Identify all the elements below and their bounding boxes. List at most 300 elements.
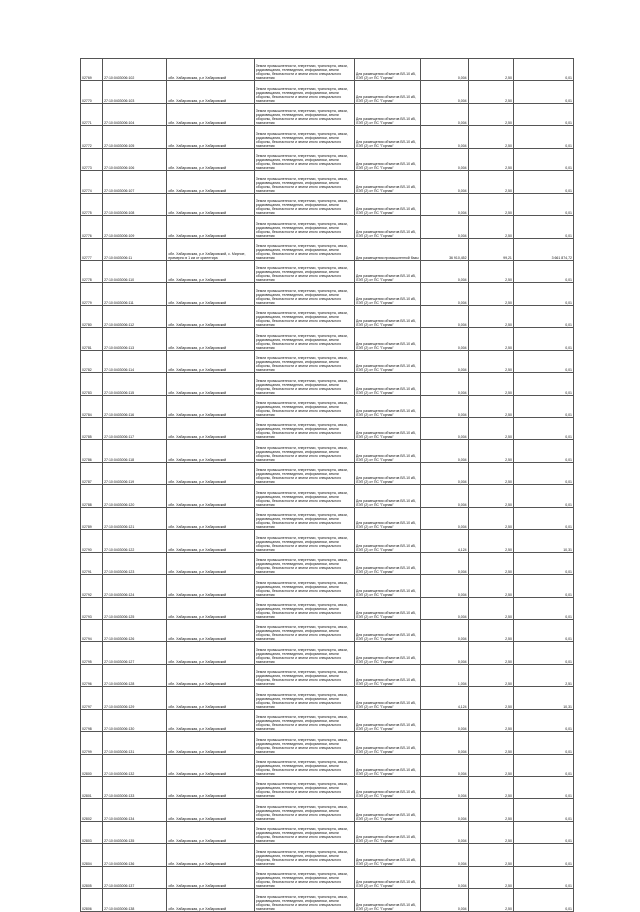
- cadastral-value: 0,01: [565, 816, 572, 821]
- row-number-cell: [81, 485, 103, 507]
- unit-price-cell: [468, 507, 513, 529]
- cadastral-value-cell: [513, 462, 573, 484]
- land-category-cell: [254, 126, 354, 148]
- row-number: 02774: [82, 188, 92, 193]
- land-category: Земли промышленности, энергетики, транспорта, связи, радиовещания, телевидения, информатики, земли обороны, безопасности и земли иного специального назначения: [255, 849, 348, 866]
- area: 0,004: [457, 166, 467, 171]
- cadastral-value: 0,01: [565, 906, 572, 911]
- cadastral-number: 27:10:0403006:138: [104, 906, 135, 911]
- cadastral-number: 27:10:0403006:102: [104, 76, 135, 81]
- cadastral-value-cell: [513, 732, 573, 754]
- land-category-cell: [254, 350, 354, 372]
- land-category: Земли промышленности, энергетики, транспорта, связи, радиовещания, телевидения, информатики, земли обороны, безопасности и земли иного специального назначения: [255, 468, 348, 485]
- cadastral-number-cell: [103, 575, 167, 597]
- land-category-cell: [254, 821, 354, 843]
- cadastral-value: 10,31: [563, 704, 572, 709]
- unit-price-cell: [468, 664, 513, 686]
- cadastral-value-cell: [513, 821, 573, 843]
- unit-price: 99,21: [503, 255, 512, 260]
- permitted-use-cell: [354, 866, 420, 888]
- unit-price-cell: [468, 440, 513, 462]
- table-row: [81, 305, 574, 327]
- unit-price: 2,50: [505, 345, 512, 350]
- cadastral-value: 0,01: [565, 121, 572, 126]
- cadastral-value: 0,01: [565, 300, 572, 305]
- address: обл. Хабаровская, р-н Хабаровский: [168, 211, 227, 216]
- unit-price-cell: [468, 754, 513, 776]
- table-row: [81, 799, 574, 821]
- permitted-use: Для размещения объектов ВЛ-10 кВ, ЛЭП (2) от ПС "Горная": [355, 835, 416, 844]
- row-number-cell: [81, 260, 103, 282]
- permitted-use: Для размещения объектов ВЛ-10 кВ, ЛЭП (2) от ПС "Горная": [355, 274, 416, 283]
- permitted-use: Для размещения объектов ВЛ-10 кВ, ЛЭП (2) от ПС "Горная": [355, 655, 416, 664]
- area-cell: [421, 328, 468, 350]
- address: обл. Хабаровская, р-н Хабаровский: [168, 300, 227, 305]
- cadastral-value: 0,01: [565, 188, 572, 193]
- cadastral-value-cell: [513, 799, 573, 821]
- address: обл. Хабаровская, р-н Хабаровский: [168, 121, 227, 126]
- land-category-cell: [254, 283, 354, 305]
- address: обл. Хабаровская, р-н Хабаровский: [168, 772, 227, 776]
- row-number: 02769: [82, 76, 92, 81]
- unit-price: 2,50: [505, 637, 512, 642]
- cadastral-number-cell: [103, 260, 167, 282]
- land-category-cell: [254, 148, 354, 170]
- unit-price-cell: [468, 485, 513, 507]
- area: 0,004: [457, 772, 467, 776]
- address-cell: [167, 148, 254, 170]
- table-row: [81, 664, 574, 686]
- land-category: Земли промышленности, энергетики, транспорта, связи, радиовещания, телевидения, информатики, земли обороны, безопасности и земли иного специального назначения: [255, 872, 348, 889]
- table-row: [81, 395, 574, 417]
- cadastral-number: 27:10:0403006:136: [104, 861, 135, 866]
- permitted-use: Для размещения объектов ВЛ-10 кВ, ЛЭП (2) от ПС "Горная": [355, 521, 416, 530]
- address-cell: [167, 732, 254, 754]
- cadastral-value: 0,01: [565, 76, 572, 81]
- cadastral-number-cell: [103, 283, 167, 305]
- address-cell: [167, 328, 254, 350]
- area-cell: [421, 664, 468, 686]
- land-category: Земли промышленности, энергетики, транспорта, связи, радиовещания, телевидения, информатики, земли обороны, безопасности и земли иного специального назначения: [255, 602, 348, 619]
- cadastral-value-cell: [513, 171, 573, 193]
- unit-price: 2,50: [505, 884, 512, 889]
- cadastral-number-cell: [103, 619, 167, 641]
- cadastral-value: 10,31: [563, 547, 572, 552]
- cadastral-number: 27:10:0403006:119: [104, 480, 135, 485]
- unit-price: 2,50: [505, 547, 512, 552]
- unit-price: 2,50: [505, 390, 512, 395]
- area-cell: [421, 530, 468, 552]
- address: обл. Хабаровская, р-н Хабаровский: [168, 188, 227, 193]
- cadastral-number: 27:10:0403006:103: [104, 98, 135, 103]
- unit-price-cell: [468, 889, 513, 911]
- table-row: [81, 619, 574, 641]
- address-cell: [167, 844, 254, 866]
- row-number: 02780: [82, 323, 92, 328]
- permitted-use: Для размещения объектов ВЛ-10 кВ, ЛЭП (2) от ПС "Горная": [355, 566, 416, 575]
- address-cell: [167, 530, 254, 552]
- land-category-cell: [254, 81, 354, 103]
- area-cell: [421, 709, 468, 731]
- address-cell: [167, 238, 254, 260]
- row-number-cell: [81, 462, 103, 484]
- row-number: 02784: [82, 413, 92, 417]
- land-category-cell: [254, 709, 354, 731]
- permitted-use-cell: [354, 754, 420, 776]
- area-cell: [421, 642, 468, 664]
- land-category-cell: [254, 305, 354, 327]
- permitted-use: Для размещения объектов ВЛ-10 кВ, ЛЭП (2) от ПС "Горная": [355, 678, 416, 687]
- unit-price: 2,50: [505, 323, 512, 328]
- permitted-use-cell: [354, 597, 420, 619]
- cadastral-value-cell: [513, 238, 573, 260]
- cadastral-number-cell: [103, 350, 167, 372]
- land-category: Земли промышленности, энергетики, транспорта, связи, радиовещания, телевидения, информатики, земли обороны, безопасности и земли иного специального назначения: [255, 176, 348, 193]
- address: обл. Хабаровская, р-н Хабаровский: [168, 502, 227, 507]
- cadastral-value-cell: [513, 642, 573, 664]
- address-cell: [167, 350, 254, 372]
- row-number-cell: [81, 821, 103, 843]
- row-number-cell: [81, 418, 103, 440]
- permitted-use-cell: [354, 171, 420, 193]
- area: 0,004: [457, 816, 467, 821]
- cadastral-number-cell: [103, 103, 167, 125]
- address: обл. Хабаровская, р-н Хабаровский: [168, 816, 227, 821]
- land-category: Земли промышленности, энергетики, транспорта, связи, радиовещания, телевидения, информатики, земли обороны, безопасности и земли иного специального назначения: [255, 490, 348, 507]
- cadastral-number: 27:10:0403006:131: [104, 749, 135, 754]
- address-cell: [167, 777, 254, 799]
- unit-price: 2,50: [505, 727, 512, 732]
- table-row: [81, 238, 574, 260]
- land-category-cell: [254, 171, 354, 193]
- area: 0,004: [457, 906, 467, 911]
- row-number-cell: [81, 866, 103, 888]
- land-category: Земли промышленности, энергетики, транспорта, связи, радиовещания, телевидения, информатики, земли обороны, безопасности и земли иного специального назначения: [255, 715, 348, 732]
- area-cell: [421, 754, 468, 776]
- area: 0,004: [457, 76, 467, 81]
- permitted-use: Для размещения объектов ВЛ-10 кВ, ЛЭП (2) от ПС "Горная": [355, 476, 416, 485]
- unit-price: 2,50: [505, 300, 512, 305]
- permitted-use-cell: [354, 126, 420, 148]
- area-cell: [421, 81, 468, 103]
- address-cell: [167, 485, 254, 507]
- area: 0,004: [457, 502, 467, 507]
- unit-price-cell: [468, 597, 513, 619]
- cadastral-number-cell: [103, 216, 167, 238]
- unit-price-cell: [468, 260, 513, 282]
- area-cell: [421, 59, 468, 81]
- cadastral-value-cell: [513, 350, 573, 372]
- cadastral-value: 0,01: [565, 727, 572, 732]
- permitted-use: Для размещения объектов ВЛ-10 кВ, ЛЭП (2) от ПС "Горная": [355, 498, 416, 507]
- row-number-cell: [81, 103, 103, 125]
- cadastral-value: 0,01: [565, 233, 572, 238]
- land-category-cell: [254, 866, 354, 888]
- area-cell: [421, 844, 468, 866]
- row-number: 02777: [82, 255, 92, 260]
- permitted-use: Для размещения объектов ВЛ-10 кВ, ЛЭП (2) от ПС "Горная": [355, 139, 416, 148]
- cadastral-value: 0,01: [565, 480, 572, 485]
- area-cell: [421, 171, 468, 193]
- row-number: 02805: [82, 884, 92, 889]
- cadastral-number: 27:10:0403006:110: [104, 278, 135, 283]
- unit-price: 2,50: [505, 457, 512, 462]
- cadastral-value-cell: [513, 664, 573, 686]
- address-cell: [167, 193, 254, 215]
- area-cell: [421, 418, 468, 440]
- row-number: 02785: [82, 435, 92, 440]
- permitted-use-cell: [354, 664, 420, 686]
- cadastral-value-cell: [513, 193, 573, 215]
- address: обл. Хабаровская, р-н Хабаровский: [168, 614, 227, 619]
- cadastral-value: 0,01: [565, 457, 572, 462]
- table-row: [81, 732, 574, 754]
- cadastral-number: 27:10:0403006:134: [104, 816, 135, 821]
- cadastral-value-cell: [513, 530, 573, 552]
- area: 0,004: [457, 211, 467, 216]
- row-number: 02801: [82, 794, 92, 799]
- permitted-use-cell: [354, 328, 420, 350]
- land-category-cell: [254, 754, 354, 776]
- row-number: 02796: [82, 682, 92, 687]
- area-cell: [421, 216, 468, 238]
- permitted-use: Для размещения объектов ВЛ-10 кВ, ЛЭП (2) от ПС "Горная": [355, 700, 416, 709]
- table-row: [81, 103, 574, 125]
- table-body: [81, 59, 574, 912]
- area-cell: [421, 777, 468, 799]
- area: 0,004: [457, 525, 467, 530]
- area: 0,004: [457, 614, 467, 619]
- unit-price-cell: [468, 866, 513, 888]
- land-category: Земли промышленности, энергетики, транспорта, связи, радиовещания, телевидения, информатики, земли обороны, безопасности и земли иного специального назначения: [255, 356, 348, 373]
- table-row: [81, 328, 574, 350]
- area: 0,004: [457, 749, 467, 754]
- area-cell: [421, 821, 468, 843]
- row-number-cell: [81, 305, 103, 327]
- land-category-cell: [254, 597, 354, 619]
- land-category-cell: [254, 59, 354, 81]
- cadastral-number-cell: [103, 821, 167, 843]
- cadastral-value-cell: [513, 619, 573, 641]
- address-cell: [167, 103, 254, 125]
- permitted-use-cell: [354, 283, 420, 305]
- address-cell: [167, 664, 254, 686]
- permitted-use-cell: [354, 844, 420, 866]
- area: 0,004: [457, 727, 467, 732]
- cadastral-number: 27:10:0403006:114: [104, 368, 135, 373]
- address-cell: [167, 216, 254, 238]
- cadastral-value: 0,01: [565, 278, 572, 283]
- area: 4,124: [457, 547, 467, 552]
- row-number-cell: [81, 373, 103, 395]
- address-cell: [167, 283, 254, 305]
- cadastral-value: 0,01: [565, 570, 572, 575]
- land-category-cell: [254, 462, 354, 484]
- land-category-cell: [254, 395, 354, 417]
- unit-price-cell: [468, 687, 513, 709]
- address-cell: [167, 59, 254, 81]
- cadastral-number-cell: [103, 642, 167, 664]
- address: обл. Хабаровская, р-н Хабаровский: [168, 413, 227, 417]
- address: обл. Хабаровская, р-н Хабаровский: [168, 906, 227, 911]
- cadastral-number-cell: [103, 709, 167, 731]
- unit-price: 2,50: [505, 749, 512, 754]
- table-row: [81, 283, 574, 305]
- row-number: 02772: [82, 143, 92, 148]
- area: 0,004: [457, 435, 467, 440]
- land-category: Земли промышленности, энергетики, транспорта, связи, радиовещания, телевидения, информатики, земли обороны, безопасности и земли иного специального назначения: [255, 580, 348, 597]
- address-cell: [167, 507, 254, 529]
- permitted-use-cell: [354, 103, 420, 125]
- permitted-use: Для размещения объектов ВЛ-10 кВ, ЛЭП (2) от ПС "Горная": [355, 588, 416, 597]
- land-category: Земли промышленности, энергетики, транспорта, связи, радиовещания, телевидения, информатики, земли обороны, безопасности и земли иного специального назначения: [255, 513, 348, 530]
- cadastral-value-cell: [513, 260, 573, 282]
- address-cell: [167, 552, 254, 574]
- row-number-cell: [81, 597, 103, 619]
- row-number: 02775: [82, 211, 92, 216]
- area: 0,004: [457, 884, 467, 889]
- cadastral-number: 27:10:0403006:120: [104, 502, 135, 507]
- permitted-use: Для размещения объектов ВЛ-10 кВ, ЛЭП (2) от ПС "Горная": [355, 72, 416, 81]
- cadastral-number-cell: [103, 238, 167, 260]
- cadastral-value: 0,01: [565, 525, 572, 530]
- unit-price-cell: [468, 126, 513, 148]
- area: 0,004: [457, 659, 467, 664]
- row-number-cell: [81, 171, 103, 193]
- row-number: 02799: [82, 749, 92, 754]
- cadastral-number-cell: [103, 462, 167, 484]
- address-cell: [167, 619, 254, 641]
- area: 0,004: [457, 345, 467, 350]
- cadastral-number-cell: [103, 777, 167, 799]
- table-row: [81, 530, 574, 552]
- address: обл. Хабаровская, р-н Хабаровский: [168, 480, 227, 485]
- row-number: 02804: [82, 861, 92, 866]
- row-number: 02802: [82, 816, 92, 821]
- permitted-use: Для размещения объектов ВЛ-10 кВ, ЛЭП (2) от ПС "Горная": [355, 207, 416, 216]
- cadastral-number-cell: [103, 799, 167, 821]
- cadastral-number: 27:10:0403006:117: [104, 435, 135, 440]
- permitted-use-cell: [354, 305, 420, 327]
- cadastral-value: 0,01: [565, 794, 572, 799]
- row-number: 02771: [82, 121, 92, 126]
- cadastral-value: 0,01: [565, 368, 572, 373]
- area-cell: [421, 395, 468, 417]
- unit-price: 2,50: [505, 166, 512, 171]
- cadastral-value-cell: [513, 507, 573, 529]
- permitted-use-cell: [354, 507, 420, 529]
- table-row: [81, 844, 574, 866]
- row-number-cell: [81, 642, 103, 664]
- address-cell: [167, 866, 254, 888]
- unit-price: 2,50: [505, 659, 512, 664]
- permitted-use-cell: [354, 395, 420, 417]
- cadastral-number: 27:10:0403006:128: [104, 682, 135, 687]
- row-number: 02786: [82, 457, 92, 462]
- cadastral-value-cell: [513, 687, 573, 709]
- row-number: 02770: [82, 98, 92, 103]
- row-number: 02797: [82, 704, 92, 709]
- permitted-use: Для размещения объектов ВЛ-10 кВ, ЛЭП (2) от ПС "Горная": [355, 386, 416, 395]
- area-cell: [421, 866, 468, 888]
- cadastral-number: 27:10:0403006:126: [104, 637, 135, 642]
- row-number-cell: [81, 754, 103, 776]
- row-number: 02803: [82, 839, 92, 844]
- unit-price-cell: [468, 193, 513, 215]
- cadastral-number: 27:10:0403006:135: [104, 839, 135, 844]
- cadastral-number: 27:10:0403006:105: [104, 143, 135, 148]
- address: обл. Хабаровская, р-н Хабаровский: [168, 435, 227, 440]
- address-cell: [167, 440, 254, 462]
- document-page: [80, 58, 574, 912]
- permitted-use: Для размещения объектов ВЛ-10 кВ, ЛЭП (2) от ПС "Горная": [355, 94, 416, 103]
- cadastral-value-cell: [513, 373, 573, 395]
- land-category-cell: [254, 642, 354, 664]
- row-number: 02794: [82, 637, 92, 642]
- cadastral-value-cell: [513, 103, 573, 125]
- permitted-use-cell: [354, 193, 420, 215]
- row-number-cell: [81, 350, 103, 372]
- table-row: [81, 418, 574, 440]
- land-category-cell: [254, 507, 354, 529]
- land-category-cell: [254, 103, 354, 125]
- area: 0,004: [457, 300, 467, 305]
- unit-price-cell: [468, 732, 513, 754]
- cadastral-number-cell: [103, 305, 167, 327]
- area-cell: [421, 103, 468, 125]
- cadastral-value-cell: [513, 395, 573, 417]
- cadastral-value: 0,01: [565, 98, 572, 103]
- area-cell: [421, 238, 468, 260]
- cadastral-number-cell: [103, 373, 167, 395]
- permitted-use-cell: [354, 485, 420, 507]
- address-cell: [167, 171, 254, 193]
- unit-price-cell: [468, 59, 513, 81]
- row-number-cell: [81, 530, 103, 552]
- cadastral-value: 0,01: [565, 839, 572, 844]
- table-row: [81, 193, 574, 215]
- area: 0,004: [457, 368, 467, 373]
- cadastral-number: 27:10:0403006:108: [104, 211, 135, 216]
- table-row: [81, 687, 574, 709]
- cadastral-number-cell: [103, 530, 167, 552]
- address-cell: [167, 462, 254, 484]
- unit-price: 2,50: [505, 525, 512, 530]
- table-row: [81, 373, 574, 395]
- address: обл. Хабаровская, р-н Хабаровский: [168, 884, 227, 889]
- area-cell: [421, 126, 468, 148]
- cadastral-value-cell: [513, 485, 573, 507]
- address-cell: [167, 642, 254, 664]
- row-number: 02787: [82, 480, 92, 485]
- address-cell: [167, 709, 254, 731]
- land-category-cell: [254, 844, 354, 866]
- row-number: 02779: [82, 300, 92, 305]
- row-number-cell: [81, 193, 103, 215]
- cadastral-value: 0,01: [565, 390, 572, 395]
- permitted-use: Для размещения объектов ВЛ-10 кВ, ЛЭП (2) от ПС "Горная": [355, 902, 416, 911]
- address: обл. Хабаровская, р-н Хабаровский: [168, 659, 227, 664]
- permitted-use-cell: [354, 530, 420, 552]
- area: 0,004: [457, 457, 467, 462]
- area-cell: [421, 485, 468, 507]
- area: 0,004: [457, 121, 467, 126]
- cadastral-value: 0,01: [565, 502, 572, 507]
- area-cell: [421, 552, 468, 574]
- unit-price-cell: [468, 283, 513, 305]
- cadastral-value: 0,01: [565, 772, 572, 776]
- address-cell: [167, 395, 254, 417]
